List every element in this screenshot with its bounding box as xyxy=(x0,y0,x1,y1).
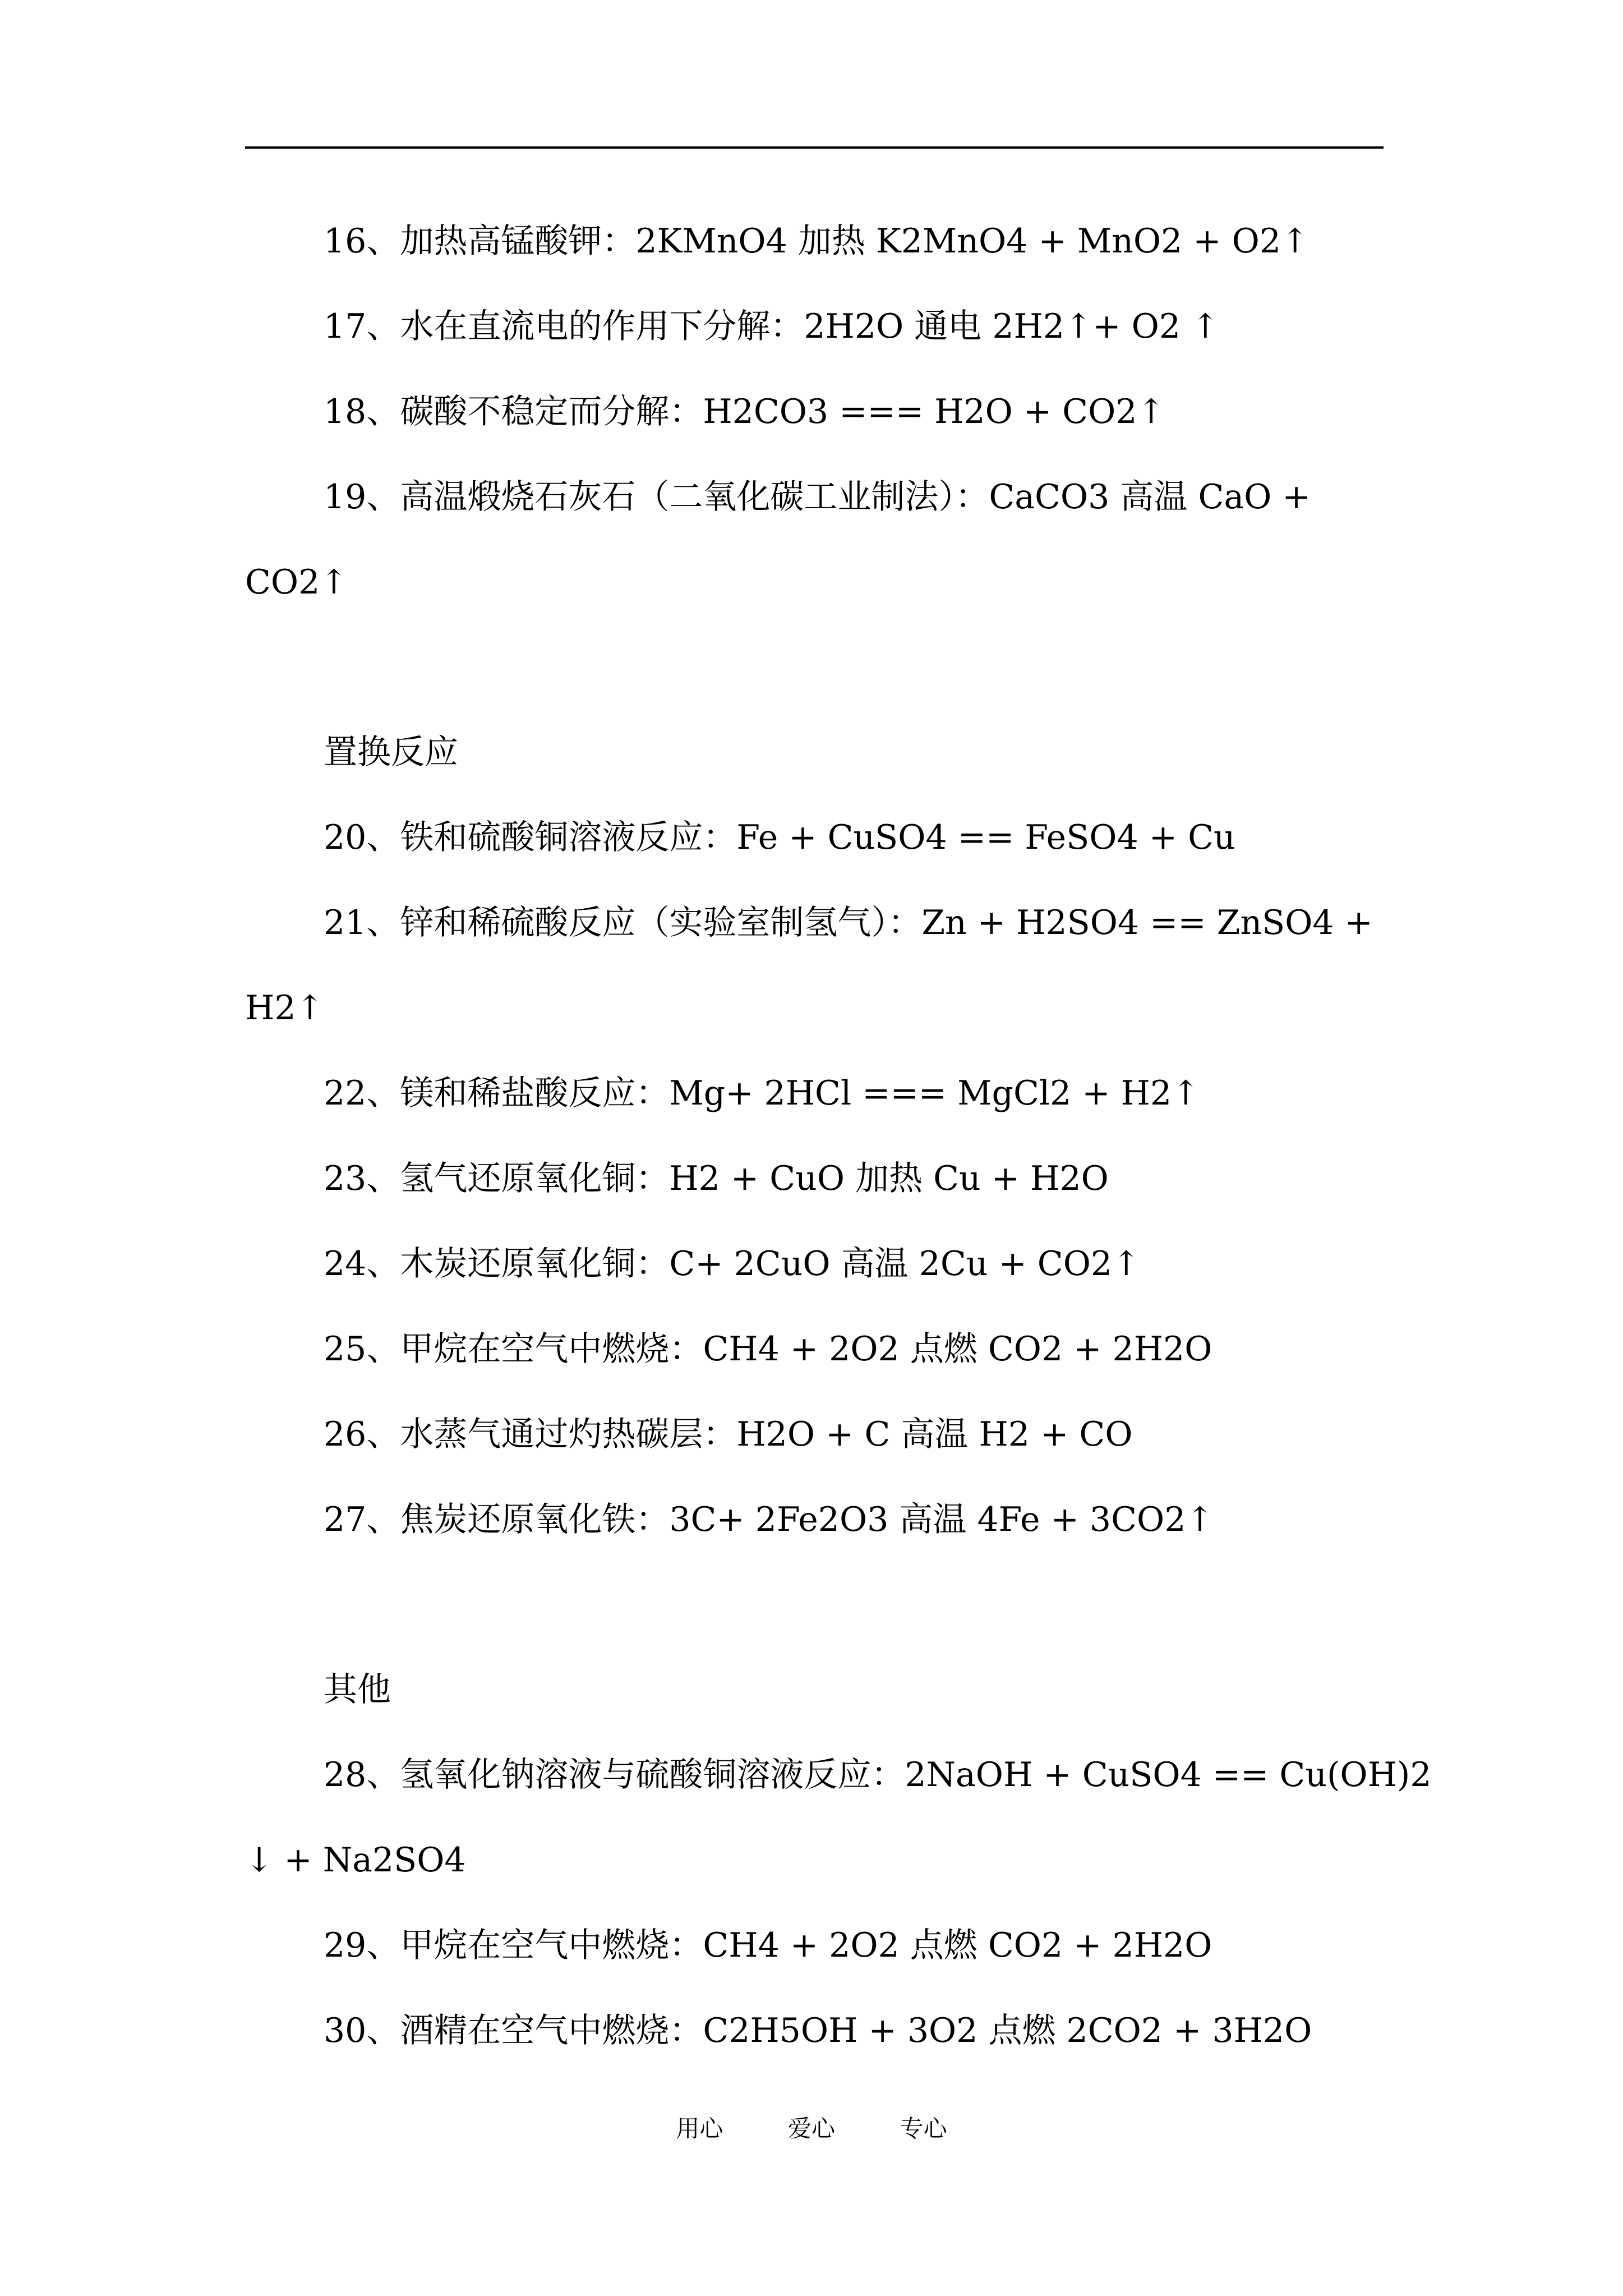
equation-16: 16、加热高锰酸钾：2KMnO4 加热 K2MnO4 + MnO2 + O2↑ xyxy=(324,222,1310,261)
equation-21-continued: H2↑ xyxy=(245,988,324,1028)
header-rule xyxy=(245,146,1384,149)
equation-30: 30、酒精在空气中燃烧：C2H5OH + 3O2 点燃 2CO2 + 3H2O xyxy=(324,2011,1312,2050)
section-heading-displacement: 置换反应 xyxy=(324,733,458,772)
equation-20: 20、铁和硫酸铜溶液反应：Fe + CuSO4 == FeSO4 + Cu xyxy=(324,818,1235,857)
section-heading-other: 其他 xyxy=(324,1670,391,1709)
equation-28-continued: ↓ + Na2SO4 xyxy=(245,1841,466,1880)
equation-24: 24、木炭还原氧化铜：C+ 2CuO 高温 2Cu + CO2↑ xyxy=(324,1244,1141,1283)
page-footer: 用心 爱心 专心 xyxy=(676,2115,947,2142)
equation-19-continued: CO2↑ xyxy=(245,563,348,602)
equation-21: 21、锌和稀硫酸反应（实验室制氢气）：Zn + H2SO4 == ZnSO4 + xyxy=(324,903,1373,942)
equation-25: 25、甲烷在空气中燃烧：CH4 + 2O2 点燃 CO2 + 2H2O xyxy=(324,1329,1212,1369)
equation-17: 17、水在直流电的作用下分解：2H2O 通电 2H2↑+ O2 ↑ xyxy=(324,307,1220,346)
equation-27: 27、焦炭还原氧化铁：3C+ 2Fe2O3 高温 4Fe + 3CO2↑ xyxy=(324,1500,1214,1539)
equation-19: 19、高温煅烧石灰石（二氧化碳工业制法）：CaCO3 高温 CaO + xyxy=(324,477,1311,517)
equation-22: 22、镁和稀盐酸反应：Mg+ 2HCl === MgCl2 + H2↑ xyxy=(324,1074,1200,1113)
equation-26: 26、水蒸气通过灼热碳层：H2O + C 高温 H2 + CO xyxy=(324,1415,1133,1454)
equation-23: 23、氢气还原氧化铜：H2 + CuO 加热 Cu + H2O xyxy=(324,1159,1109,1198)
equation-28: 28、氢氧化钠溶液与硫酸铜溶液反应：2NaOH + CuSO4 == Cu(OH)2 xyxy=(324,1755,1432,1795)
equation-29: 29、甲烷在空气中燃烧：CH4 + 2O2 点燃 CO2 + 2H2O xyxy=(324,1926,1212,1965)
equation-18: 18、碳酸不稳定而分解：H2CO3 === H2O + CO2↑ xyxy=(324,392,1165,431)
